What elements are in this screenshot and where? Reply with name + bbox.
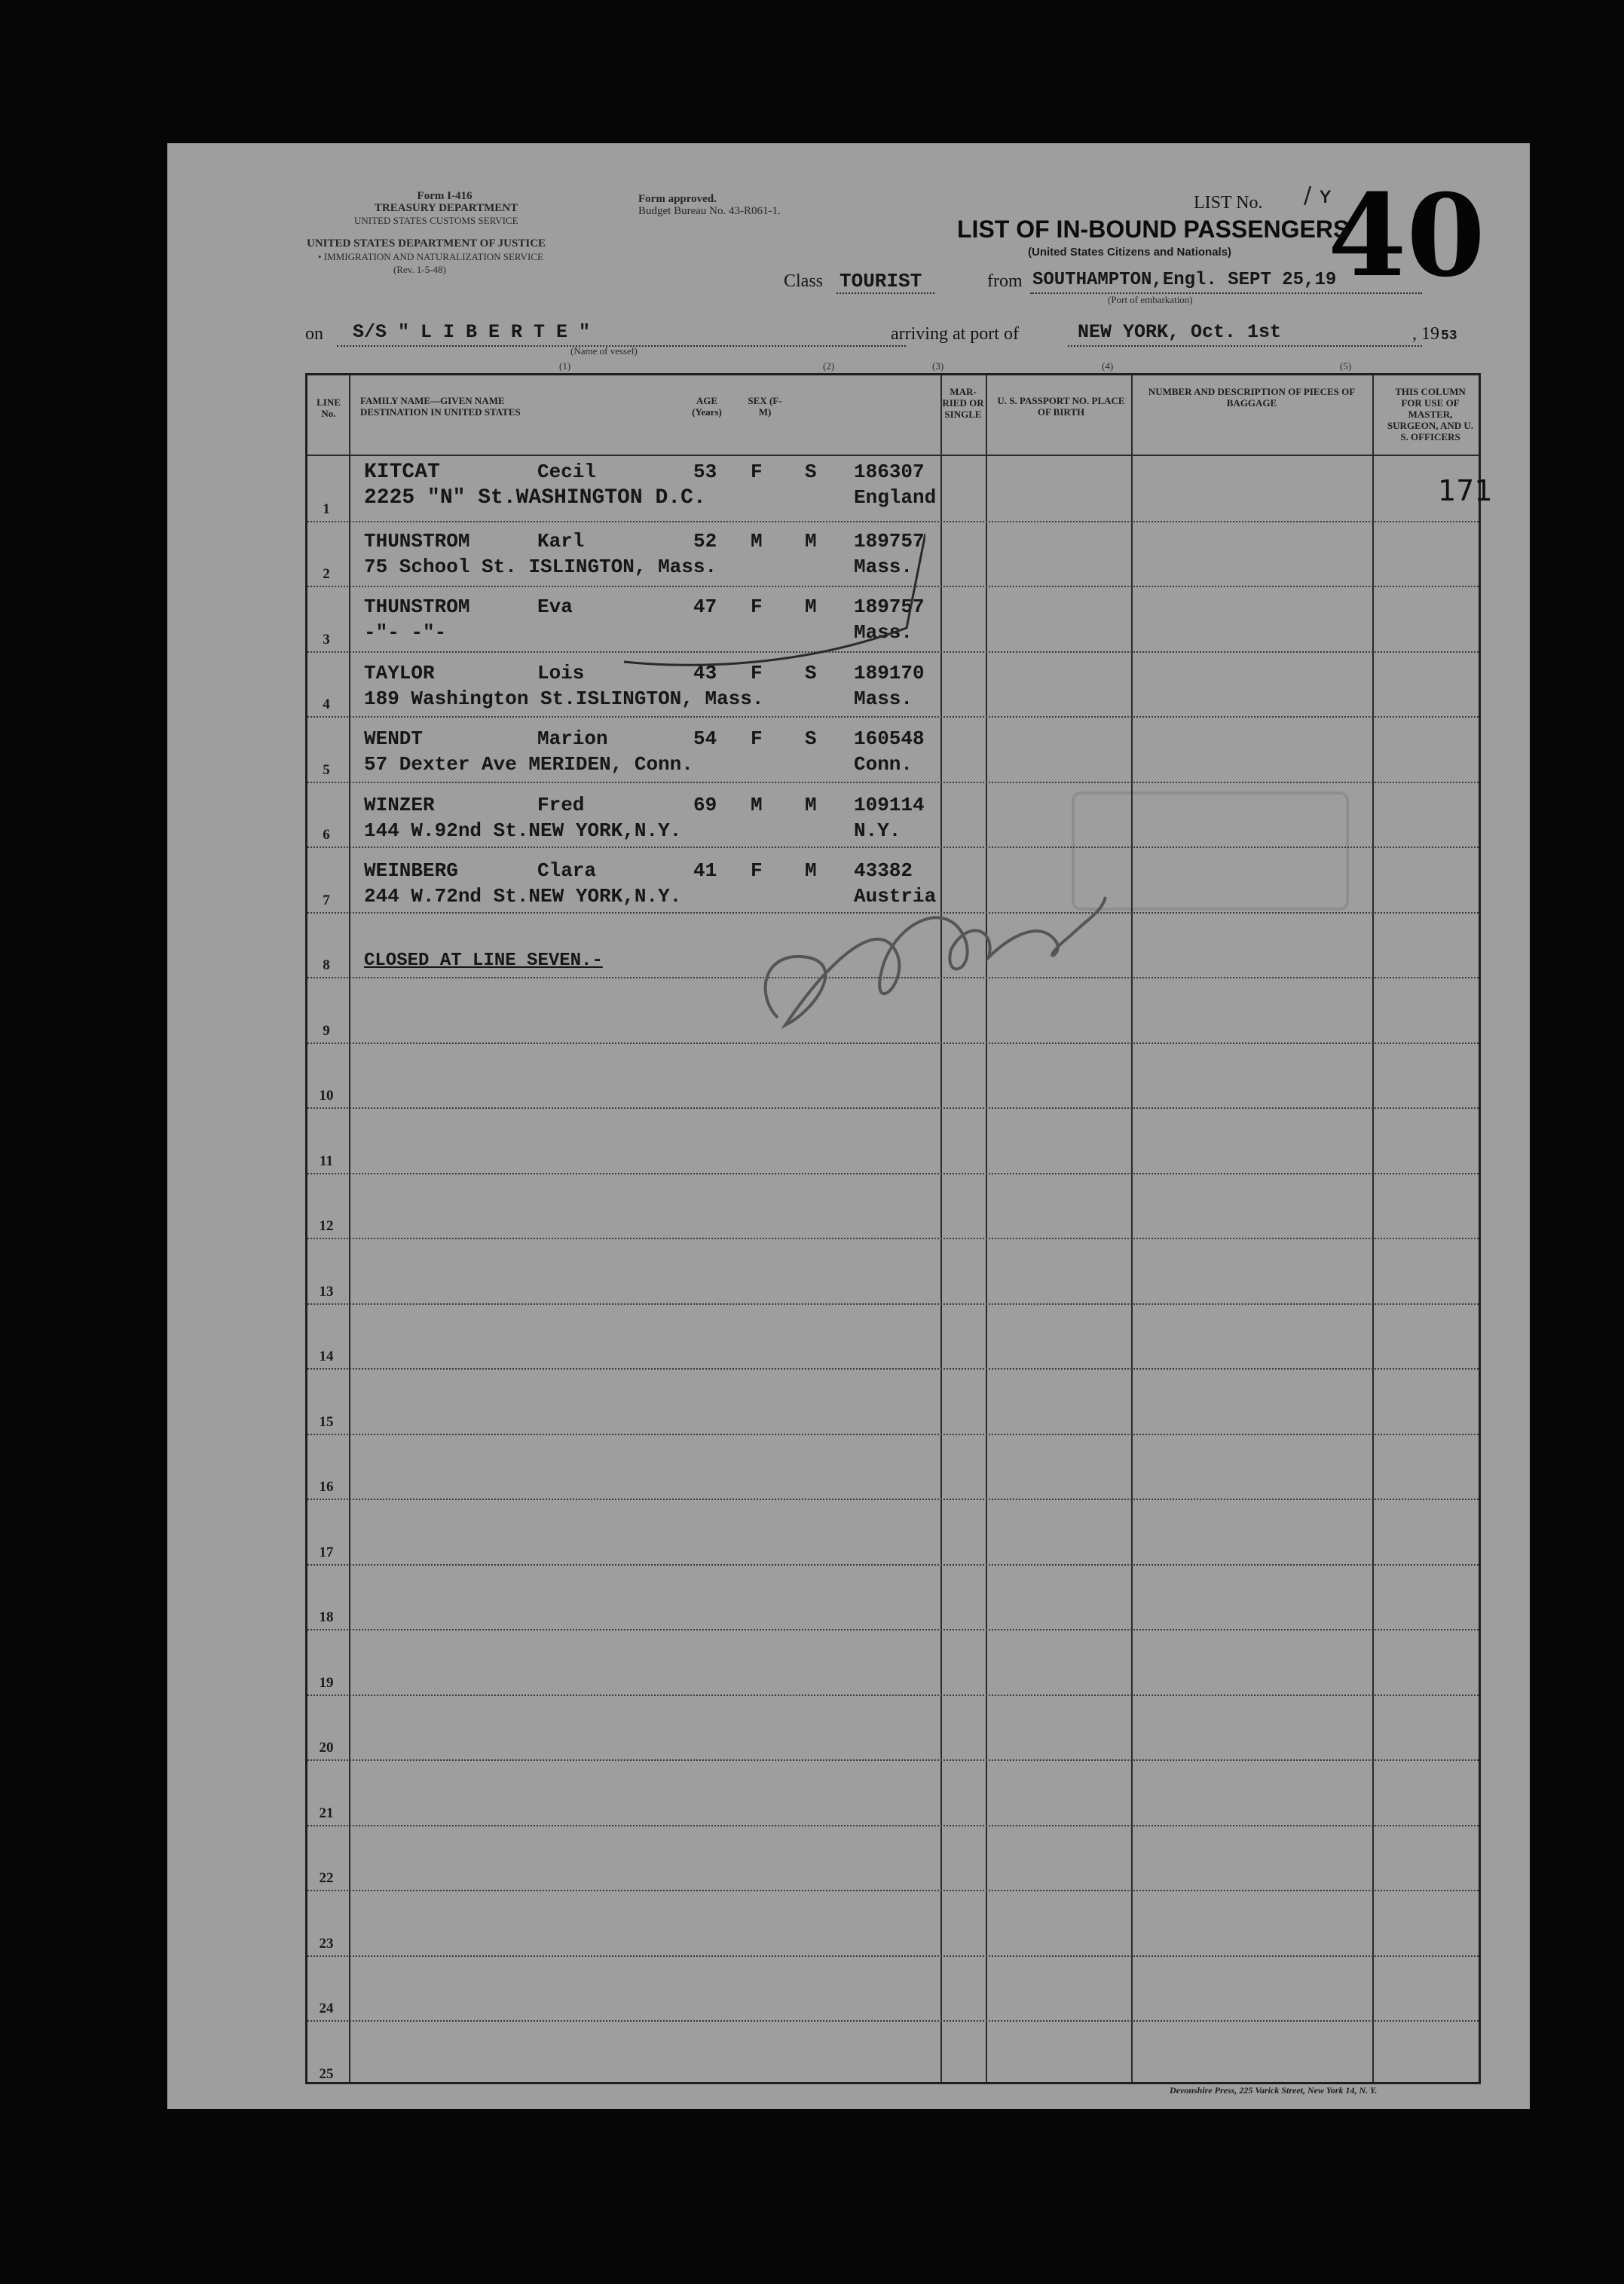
passenger-sex: F [751, 461, 763, 483]
passenger-age: 54 [693, 727, 717, 750]
column-number-5: (5) [1340, 360, 1352, 372]
row-line [307, 1629, 1479, 1630]
passenger-age: 69 [693, 793, 717, 816]
passenger-birthplace: Mass. [854, 555, 913, 578]
passenger-passport-no: 189757 [854, 529, 925, 553]
passenger-given-name: Eva [537, 595, 573, 618]
passenger-given-name: Clara [537, 859, 597, 882]
passenger-birthplace: N.Y. [854, 819, 901, 842]
passenger-destination: -"- -"- [364, 621, 447, 644]
form-approved: Form approved. [638, 193, 717, 205]
passenger-sex: F [751, 595, 763, 618]
vessel-caption: (Name of vessel) [570, 345, 638, 357]
line-number: 16 [319, 1479, 334, 1495]
row-line [307, 716, 1479, 718]
line-number: 22 [319, 1870, 334, 1886]
header-name-destination: FAMILY NAME—GIVEN NAME DESTINATION IN UNITED STATES [360, 395, 521, 418]
header-age: AGE (Years) [692, 395, 722, 418]
row-line [307, 1759, 1479, 1761]
header-line-no: LINE No. [317, 396, 341, 419]
list-subtitle: (United States Citizens and Nationals) [1028, 246, 1232, 259]
line-number: 24 [319, 2001, 334, 2016]
year-prefix: , 19 [1412, 324, 1439, 344]
passenger-age: 41 [693, 859, 717, 882]
row-line [307, 1107, 1479, 1109]
row-line [307, 1890, 1479, 1891]
passenger-family-name: WINZER [364, 793, 435, 816]
vessel-name: S/S " L I B E R T E " [353, 321, 591, 343]
passenger-age: 52 [693, 529, 717, 553]
line-number: 2 [323, 566, 330, 582]
passenger-sex: M [751, 793, 763, 816]
treasury-dept: TREASURY DEPARTMENT [374, 202, 518, 214]
passenger-table [305, 373, 1493, 2084]
year-value: 53 [1441, 329, 1457, 344]
passenger-given-name: Karl [537, 529, 585, 553]
row-line [307, 1042, 1479, 1044]
officer-note: 171 [1438, 474, 1493, 507]
passenger-manifest-page [167, 143, 1530, 2109]
line-number: 19 [319, 1674, 334, 1691]
row-line [307, 1695, 1479, 1696]
arriving-fill-line [1068, 345, 1422, 347]
passenger-passport-no: 189757 [854, 595, 925, 618]
from-fill-line [1030, 292, 1422, 294]
line-number: 23 [319, 1935, 334, 1952]
line-number: 5 [323, 761, 330, 778]
arriving-label: arriving at port of [891, 324, 1019, 344]
passenger-marital-status: S [805, 461, 817, 483]
passenger-marital-status: M [805, 793, 817, 816]
from-value: SOUTHAMPTON,Engl. SEPT 25,19 [1032, 270, 1337, 290]
passenger-given-name: Lois [537, 661, 585, 684]
passenger-sex: F [751, 727, 763, 750]
customs-service: UNITED STATES CUSTOMS SERVICE [354, 215, 518, 226]
passenger-passport-no: 186307 [854, 461, 925, 483]
line-number: 21 [319, 1805, 334, 1821]
revision: (Rev. 1-5-48) [393, 264, 446, 275]
passenger-destination: 244 W.72nd St.NEW YORK,N.Y. [364, 885, 682, 908]
row-line [307, 1173, 1479, 1174]
row-line [307, 782, 1479, 783]
passenger-destination: 75 School St. ISLINGTON, Mass. [364, 555, 717, 578]
row-line [307, 1368, 1479, 1370]
row-line [307, 2020, 1479, 2022]
passenger-destination: 144 W.92nd St.NEW YORK,N.Y. [364, 819, 682, 842]
header-passport-birth: U. S. PASSPORT NO. PLACE OF BIRTH [997, 395, 1125, 418]
column-number-4: (4) [1102, 360, 1114, 372]
line-number: 6 [323, 827, 330, 843]
passenger-destination: 189 Washington St.ISLINGTON, Mass. [364, 687, 764, 710]
printer-imprint: Devonshire Press, 225 Varick Street, New York 14, N. Y. [1170, 2085, 1378, 2096]
line-number: 3 [323, 631, 330, 648]
from-label: from [987, 271, 1023, 291]
column-number-3: (3) [932, 360, 944, 372]
passenger-given-name: Cecil [537, 461, 597, 483]
officer-signature [725, 867, 1117, 1040]
form-number: Form I-416 [417, 190, 473, 202]
list-no-label: LIST No. [1194, 193, 1263, 213]
passenger-family-name: WENDT [364, 727, 424, 750]
header-sex: SEX (F-M) [748, 395, 782, 418]
passenger-age: 53 [693, 461, 717, 483]
line-number: 17 [319, 1544, 334, 1560]
row-line [307, 1564, 1479, 1566]
class-label: Class [784, 271, 824, 291]
embarkation-caption: (Port of embarkation) [1108, 294, 1193, 305]
line-number: 12 [319, 1218, 334, 1234]
passenger-marital-status: M [805, 529, 817, 553]
arrival-port-date: NEW YORK, Oct. 1st [1078, 321, 1282, 343]
header-rule [307, 455, 1479, 456]
header-baggage: NUMBER AND DESCRIPTION OF PIECES OF BAGGAGE [1148, 386, 1356, 409]
line-number: 11 [320, 1153, 333, 1169]
ins-service: • IMMIGRATION AND NATURALIZATION SERVICE [318, 251, 543, 262]
row-line [307, 1303, 1479, 1305]
passenger-marital-status: M [805, 595, 817, 618]
passenger-family-name: THUNSTROM [364, 529, 470, 553]
row-line [307, 1434, 1479, 1435]
passenger-passport-no: 160548 [854, 727, 925, 750]
budget-bureau: Budget Bureau No. 43-R061-1. [638, 205, 781, 217]
passenger-birthplace: Mass. [854, 621, 913, 644]
line-number: 14 [319, 1349, 334, 1364]
passenger-destination: 2225 "N" St.WASHINGTON D.C. [364, 486, 706, 510]
line-number: 10 [319, 1088, 334, 1104]
passenger-family-name: KITCAT [364, 461, 440, 484]
passenger-passport-no: 189170 [854, 661, 925, 684]
list-title: LIST OF IN-BOUND PASSENGERS [957, 216, 1350, 243]
check-mark-icon [609, 488, 925, 684]
passenger-age: 47 [693, 595, 717, 618]
passenger-family-name: THUNSTROM [364, 595, 470, 618]
line-number: 4 [323, 697, 330, 712]
passenger-sex: F [751, 859, 763, 882]
list-number: 40 [1328, 170, 1485, 302]
line-number: 18 [319, 1609, 334, 1625]
passenger-marital-status: S [805, 661, 817, 684]
dept-justice: UNITED STATES DEPARTMENT OF JUSTICE [307, 237, 546, 250]
passenger-birthplace: England [854, 486, 937, 509]
header-married-single: MAR-RIED OR SINGLE [942, 386, 984, 420]
line-number: 20 [319, 1740, 334, 1756]
passenger-marital-status: M [805, 859, 817, 882]
passenger-birthplace: Conn. [854, 753, 913, 776]
passenger-sex: M [751, 529, 763, 553]
row-line [307, 1955, 1479, 1957]
list-no-mark: / ʏ [1304, 182, 1332, 209]
on-label: on [305, 324, 323, 344]
passenger-marital-status: S [805, 727, 817, 750]
column-number-1: (1) [559, 360, 571, 372]
class-fill-line [836, 292, 934, 294]
passenger-birthplace: Mass. [854, 687, 913, 710]
row-line [307, 1499, 1479, 1500]
line-number: 8 [323, 957, 330, 973]
passenger-passport-no: 109114 [854, 793, 925, 816]
passenger-passport-no: 43382 [854, 859, 913, 882]
line-number: 7 [323, 892, 330, 908]
line-number: 15 [319, 1413, 334, 1430]
header-officers-use: THIS COLUMN FOR USE OF MASTER, SURGEON, AND U. S. OFFICERS [1387, 386, 1474, 442]
line-number: 25 [319, 2065, 334, 2082]
passenger-sex: F [751, 661, 763, 684]
line-number: 9 [323, 1022, 330, 1039]
passenger-family-name: TAYLOR [364, 661, 435, 684]
line-number: 13 [319, 1283, 334, 1300]
passenger-family-name: WEINBERG [364, 859, 458, 882]
line-number: 1 [323, 501, 330, 517]
closed-at-line-text: CLOSED AT LINE SEVEN.- [364, 951, 603, 971]
passenger-birthplace: Austria [854, 885, 937, 908]
row-line [307, 1238, 1479, 1239]
passenger-given-name: Fred [537, 793, 585, 816]
passenger-destination: 57 Dexter Ave MERIDEN, Conn. [364, 753, 693, 776]
class-value: TOURIST [840, 270, 922, 292]
row-line [307, 1825, 1479, 1826]
passenger-given-name: Marion [537, 727, 608, 750]
passenger-age: 43 [693, 661, 717, 684]
column-number-2: (2) [823, 360, 835, 372]
